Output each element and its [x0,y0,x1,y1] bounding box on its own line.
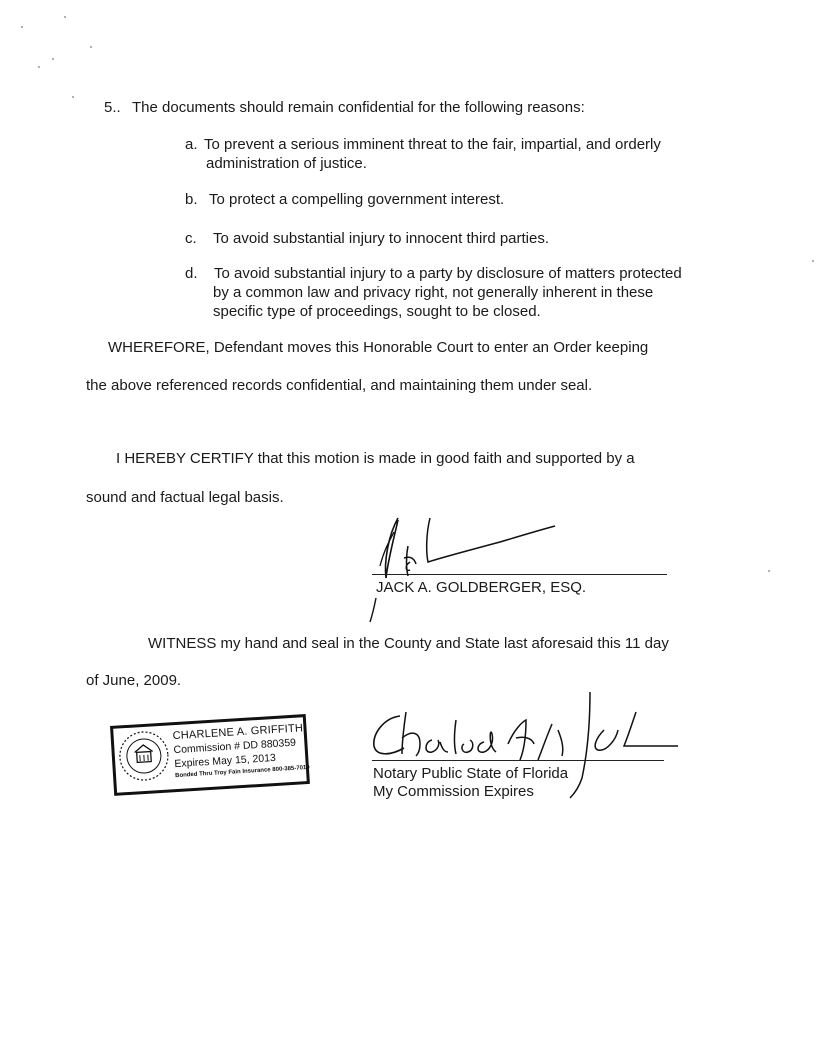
scan-speck [768,570,770,572]
witness-line: WITNESS my hand and seal in the County and State last aforesaid this 11 day [148,635,669,652]
reason-letter: c. [185,230,197,247]
reason-line: To prevent a serious imminent threat to the fair, impartial, and orderly [204,136,661,153]
scan-speck [72,96,74,98]
reason-line: by a common law and privacy right, not generally inherent in these [213,284,654,301]
certify-line: sound and factual legal basis. [86,489,284,506]
attorney-name: JACK A. GOLDBERGER, ESQ. [376,579,587,596]
wherefore-line: WHEREFORE, Defendant moves this Honorable Court to enter an Order keeping [108,339,649,356]
attorney-signature [370,512,570,622]
item-number: 5.. [104,99,121,116]
notary-stamp [110,714,314,800]
reason-line: To avoid substantial injury to a party by disclosure of matters protected [214,265,682,282]
reason-line: administration of justice. [206,155,367,172]
reason-line: specific type of proceedings, sought to be closed. [213,303,541,320]
reason-line: To protect a compelling government interest. [209,191,505,208]
stamp-bonded: Bonded Thru Troy Fain Insurance 800-385-7019 [174,764,310,780]
attorney-signature-line [372,574,667,575]
reason-letter: b. [185,191,198,208]
stamp-expires: Expires May 15, 2013 [174,751,277,771]
reason-line: To avoid substantial injury to innocent third parties. [213,230,550,247]
reason-letter: a. [185,136,198,153]
notary-signature-line [372,760,664,761]
wherefore-line: the above referenced records confidential, and maintaining them under seal. [86,377,593,394]
stamp-commission: Commission # DD 880359 [173,736,297,757]
certify-line: I HEREBY CERTIFY that this motion is made in good faith and supported by a [116,450,635,467]
item-text: The documents should remain confidential for the following reasons: [132,99,585,116]
notary-commission: My Commission Expires [373,783,534,800]
notary-seal-icon [116,728,171,783]
scan-speck [52,58,54,60]
notary-title: Notary Public State of Florida [373,765,569,782]
scan-speck [64,16,66,18]
stamp-name: CHARLENE A. GRIFFITH [172,722,304,743]
scan-speck [38,66,40,68]
scan-speck [90,46,92,48]
scan-speck [21,26,23,28]
scan-speck [812,260,814,262]
witness-line: of June, 2009. [86,672,182,689]
reason-letter: d. [185,265,198,282]
